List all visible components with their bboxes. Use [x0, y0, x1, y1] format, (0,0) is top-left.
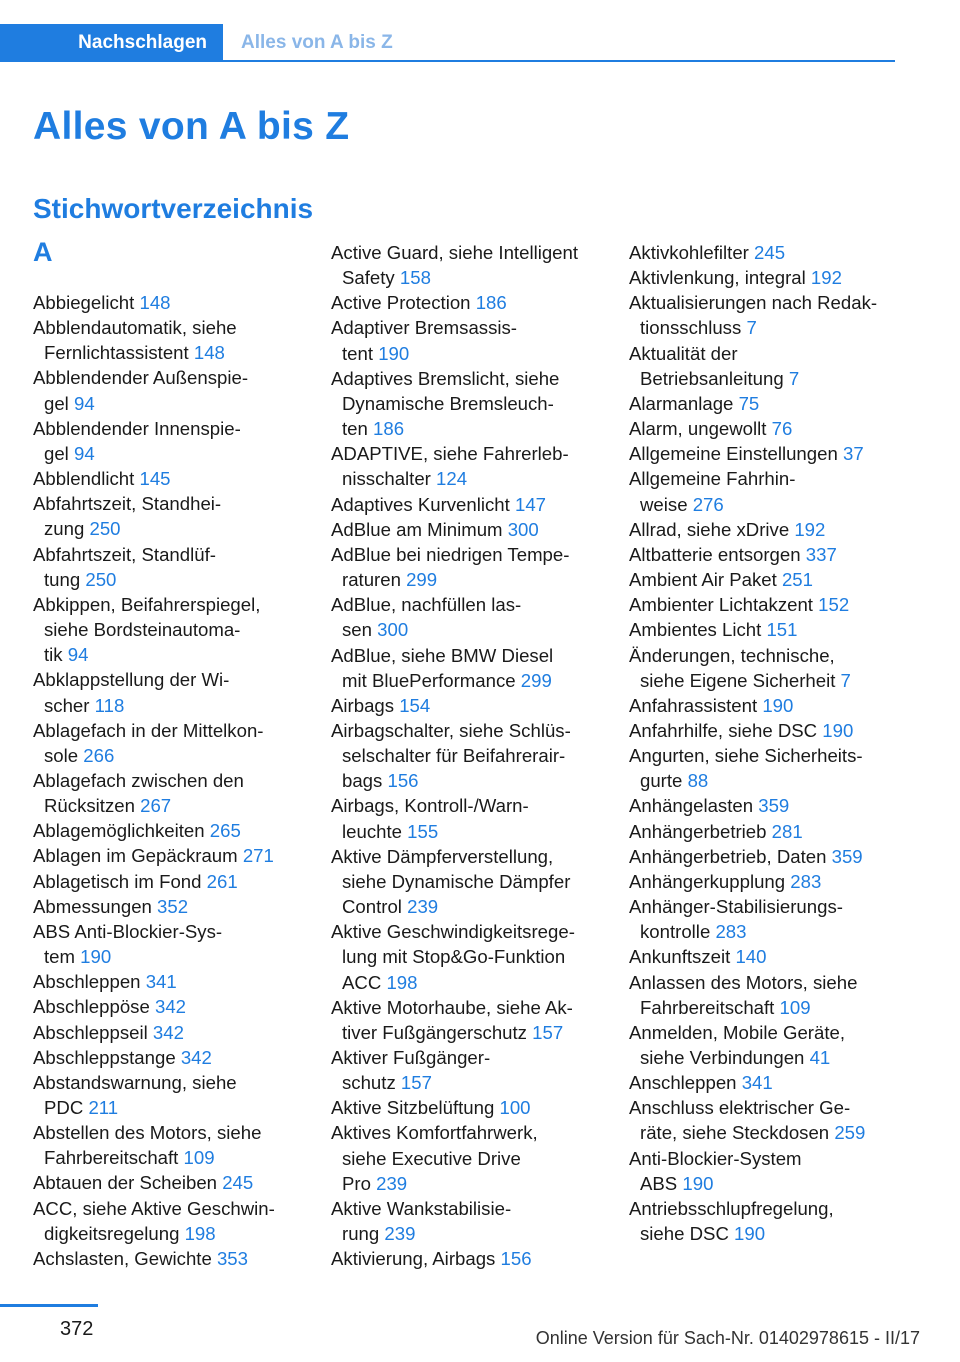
- page-reference-link[interactable]: 239: [407, 896, 439, 918]
- entry-text: Fahrbereitschaft: [640, 996, 775, 1018]
- section-title: Stichwortverzeichnis: [33, 193, 314, 224]
- index-entry: [629, 819, 897, 844]
- page-reference-link[interactable]: 359: [831, 845, 863, 867]
- entry-text: rung: [342, 1223, 380, 1245]
- index-entry: [331, 315, 599, 365]
- entry-text: räte, siehe Steckdosen: [640, 1122, 830, 1144]
- index-entry: [629, 793, 897, 818]
- index-entry: [331, 693, 599, 718]
- index-entry: [629, 1196, 897, 1246]
- entry-text: siehe DSC: [640, 1223, 729, 1245]
- entry-text: Adaptives Bremslicht, siehe: [331, 367, 560, 389]
- entry-text: Angurten, siehe Sicherheits‐: [629, 745, 863, 767]
- index-entry: [33, 894, 298, 919]
- entry-text: Allrad, siehe xDrive: [629, 518, 790, 540]
- entry-text: Abtauen der Scheiben: [33, 1172, 218, 1194]
- page-reference-link[interactable]: 140: [735, 946, 767, 968]
- entry-text: Abblendautomatik, siehe: [33, 317, 237, 339]
- entry-text: Abmessungen: [33, 895, 152, 917]
- index-entry: [629, 441, 897, 466]
- page-reference-link[interactable]: 190: [734, 1223, 766, 1245]
- page-reference-link[interactable]: 37: [842, 443, 864, 465]
- page-reference-link[interactable]: 88: [687, 770, 709, 792]
- entry-text: nisschalter: [342, 468, 431, 490]
- index-entry: [331, 441, 599, 491]
- entry-text: Anlassen des Motors, siehe: [629, 971, 858, 993]
- page-reference-link[interactable]: 7: [840, 669, 851, 691]
- entry-text: Abschleppseil: [33, 1021, 148, 1043]
- index-entry: [629, 617, 897, 642]
- index-entry: [33, 1045, 298, 1070]
- page-reference-link[interactable]: 148: [193, 342, 225, 364]
- index-entry: [331, 517, 599, 542]
- index-entry: [629, 466, 897, 516]
- entry-text: Aktualisierungen nach Redak‐: [629, 292, 878, 314]
- page-reference-link[interactable]: 94: [67, 644, 89, 666]
- index-entry: [629, 567, 897, 592]
- page-reference-link[interactable]: 299: [520, 669, 552, 691]
- tab-nachschlagen[interactable]: Nachschlagen: [0, 24, 223, 62]
- page-reference-link[interactable]: 299: [406, 569, 438, 591]
- page-reference-link[interactable]: 190: [682, 1172, 714, 1194]
- entry-text: Aktiver Fußgänger‐: [331, 1047, 491, 1068]
- index-entry: [629, 1146, 897, 1196]
- entry-text: Achslasten, Gewichte: [33, 1247, 212, 1269]
- index-entry: [629, 341, 897, 391]
- index-entry: [629, 869, 897, 894]
- entry-text: gel: [44, 442, 69, 464]
- index-entry: [331, 542, 599, 592]
- entry-text: Allgemeine Fahrhin‐: [629, 468, 796, 490]
- entry-text: Pro: [342, 1172, 371, 1194]
- index-entry: [331, 793, 599, 843]
- entry-text: ABS Anti-Blockier-Sys‐: [33, 920, 223, 942]
- page-reference-link[interactable]: 239: [376, 1172, 408, 1194]
- entry-text: Ablagen im Gepäckraum: [33, 845, 238, 867]
- page-reference-link[interactable]: 341: [145, 971, 177, 993]
- page-reference-link[interactable]: 109: [779, 996, 811, 1018]
- page-reference-link[interactable]: 156: [387, 770, 419, 792]
- entry-text: Active Guard, siehe Intelligent: [331, 242, 579, 263]
- page-reference-link[interactable]: 250: [85, 568, 117, 590]
- page-reference-link[interactable]: 198: [184, 1222, 216, 1244]
- entry-text: ABS: [640, 1172, 678, 1194]
- index-entry: [331, 844, 599, 919]
- index-entry: [33, 416, 298, 466]
- page-reference-link[interactable]: 94: [74, 442, 95, 464]
- page-reference-link[interactable]: 109: [183, 1147, 215, 1169]
- entry-text: Anschleppen: [629, 1072, 737, 1094]
- index-entry: [33, 1246, 298, 1271]
- index-entry: [331, 366, 599, 441]
- index-entry: [331, 1120, 599, 1195]
- index-entry: [33, 365, 298, 415]
- entry-text: Abfahrtszeit, Standlüf‐: [33, 543, 216, 565]
- page-reference-link[interactable]: 300: [377, 619, 409, 641]
- index-entry: [33, 718, 298, 768]
- entry-text: Fahrbereitschaft: [44, 1147, 179, 1169]
- page-reference-link[interactable]: 250: [89, 518, 121, 540]
- index-entry: [33, 768, 298, 818]
- entry-text: AdBlue, nachfüllen las‐: [331, 594, 522, 616]
- entry-text: Anschluss elektrischer Ge‐: [629, 1097, 851, 1119]
- entry-text: AdBlue am Minimum: [331, 518, 503, 540]
- entry-text: tik: [44, 644, 63, 666]
- entry-text: Ablagefach zwischen den: [33, 769, 244, 791]
- page-reference-link[interactable]: 147: [514, 493, 547, 515]
- entry-text: AdBlue, siehe BMW Diesel: [331, 644, 554, 666]
- index-entry: [629, 844, 897, 869]
- page-reference-link[interactable]: 259: [834, 1122, 866, 1144]
- index-entry: [331, 1246, 599, 1271]
- entry-text: Aktive Motorhaube, siehe Ak‐: [331, 996, 573, 1018]
- index-entry: [331, 240, 599, 290]
- index-entry: [629, 240, 897, 265]
- index-entry: [331, 492, 599, 517]
- entry-text: schutz: [342, 1072, 396, 1094]
- entry-text: Aktives Komfortfahrwerk,: [331, 1122, 538, 1144]
- index-entry: [33, 315, 298, 365]
- page-reference-link[interactable]: 41: [809, 1047, 831, 1068]
- index-column-3: [629, 240, 897, 1246]
- index-entry: [331, 1196, 599, 1246]
- entry-text: Anmelden, Mobile Geräte,: [629, 1021, 846, 1043]
- page-reference-link[interactable]: 245: [222, 1172, 254, 1194]
- page-reference-link[interactable]: 186: [373, 418, 405, 440]
- entry-text: Airbagschalter, siehe Schlüs‐: [331, 719, 571, 741]
- index-entry: [33, 290, 298, 315]
- entry-text: Abstellen des Motors, siehe: [33, 1122, 262, 1144]
- page-reference-link[interactable]: 192: [794, 518, 826, 540]
- index-entry: [331, 718, 599, 793]
- header-underline: [223, 60, 895, 62]
- page-reference-link[interactable]: 245: [754, 242, 786, 263]
- entry-text: ACC: [342, 971, 382, 993]
- index-entry: [33, 869, 298, 894]
- entry-text: Anfahrhilfe, siehe DSC: [629, 719, 818, 741]
- page-reference-link[interactable]: 266: [83, 744, 115, 766]
- entry-text: kontrolle: [640, 921, 711, 943]
- page-reference-link[interactable]: 283: [715, 921, 747, 943]
- index-entry: [331, 919, 599, 994]
- page-reference-link[interactable]: 353: [216, 1247, 248, 1269]
- entry-text: Ambienter Lichtakzent: [629, 594, 813, 616]
- entry-text: Rücksitzen: [44, 795, 135, 817]
- entry-text: tem: [44, 946, 75, 968]
- entry-text: Abblendender Innenspie‐: [33, 417, 241, 439]
- page-reference-link[interactable]: 276: [692, 493, 724, 515]
- entry-text: Control: [342, 896, 402, 918]
- entry-text: scher: [44, 694, 90, 716]
- entry-text: Ambient Air Paket: [629, 569, 777, 591]
- page-reference-link[interactable]: 281: [771, 820, 803, 842]
- page-reference-link[interactable]: 261: [206, 870, 238, 892]
- entry-text: siehe Executive Drive: [342, 1147, 521, 1169]
- entry-text: tionsschluss: [640, 317, 742, 339]
- index-entry: [629, 1020, 897, 1070]
- page-reference-link[interactable]: 76: [771, 418, 793, 440]
- page-reference-link[interactable]: 94: [74, 392, 95, 414]
- page-reference-link[interactable]: 265: [209, 820, 241, 842]
- entry-text: Antriebsschlupfregelung,: [629, 1197, 834, 1219]
- entry-text: Aktivlenkung, integral: [629, 267, 806, 289]
- index-entry: [629, 517, 897, 542]
- page-reference-link[interactable]: 151: [766, 619, 798, 641]
- entry-text: Betriebsanleitung: [640, 367, 784, 389]
- entry-text: leuchte: [342, 820, 402, 842]
- page-reference-link[interactable]: 118: [94, 694, 125, 716]
- entry-text: selschalter für Beifahrerair‐: [342, 745, 566, 767]
- index-entry: [629, 718, 897, 743]
- index-entry: [33, 466, 298, 491]
- page-title: Alles von A bis Z: [33, 105, 350, 148]
- index-entry: [33, 667, 298, 717]
- entry-text: tent: [342, 342, 374, 364]
- index-entry: [629, 391, 897, 416]
- page-reference-link[interactable]: 300: [507, 518, 539, 540]
- entry-text: Ankunftszeit: [629, 946, 731, 968]
- index-entry: [331, 1045, 599, 1095]
- entry-text: mit BluePerformance: [342, 669, 516, 691]
- index-entry: [629, 643, 897, 693]
- page-reference-link[interactable]: 283: [790, 870, 822, 892]
- index-entry: [331, 643, 599, 693]
- entry-text: siehe Eigene Sicherheit: [640, 669, 836, 691]
- entry-text: Ablagemöglichkeiten: [33, 820, 205, 842]
- page-reference-link[interactable]: 158: [399, 267, 431, 289]
- entry-text: Abkippen, Beifahrerspiegel,: [33, 593, 261, 615]
- index-entry: [629, 290, 897, 340]
- tab-alles-von-a-bis-z[interactable]: Alles von A bis Z: [241, 32, 393, 53]
- page-reference-link[interactable]: 75: [738, 392, 760, 414]
- entry-text: Aktivierung, Airbags: [331, 1248, 496, 1270]
- page-reference-link[interactable]: 154: [399, 694, 431, 716]
- entry-text: siehe Bordsteinautoma‐: [44, 619, 241, 641]
- entry-text: ADAPTIVE, siehe Fahrerleb‐: [331, 443, 569, 465]
- index-entry: [33, 969, 298, 994]
- index-entry: [629, 265, 897, 290]
- entry-text: ten: [342, 418, 368, 440]
- entry-text: Ablagetisch im Fond: [33, 870, 202, 892]
- page-reference-link[interactable]: 190: [762, 694, 794, 716]
- entry-text: ACC, siehe Aktive Geschwin‐: [33, 1197, 275, 1219]
- entry-text: Ambientes Licht: [629, 619, 762, 641]
- entry-text: raturen: [342, 569, 401, 591]
- index-entry: [33, 1020, 298, 1045]
- entry-text: Anhängelasten: [629, 795, 754, 817]
- index-column-2: [331, 240, 599, 1271]
- page-reference-link[interactable]: 148: [139, 292, 171, 313]
- page-reference-link[interactable]: 192: [810, 267, 842, 289]
- entry-text: Aktive Geschwindigkeitsrege‐: [331, 921, 575, 943]
- entry-text: gurte: [640, 770, 683, 792]
- entry-text: Aktualität der: [629, 342, 738, 364]
- index-entry: [33, 919, 298, 969]
- page-reference-link[interactable]: 100: [499, 1097, 531, 1119]
- letter-heading: A: [33, 237, 53, 267]
- entry-text: Abbiegelicht: [33, 292, 135, 313]
- index-entry: [331, 1095, 599, 1120]
- index-entry: [629, 542, 897, 567]
- page-reference-link[interactable]: 342: [152, 1021, 184, 1043]
- page-reference-link[interactable]: 341: [741, 1072, 773, 1094]
- page-reference-link[interactable]: 155: [407, 820, 439, 842]
- page-reference-link[interactable]: 359: [758, 795, 790, 817]
- entry-text: Alarmanlage: [629, 392, 734, 414]
- index-entry: [33, 818, 298, 843]
- page-reference-link[interactable]: 186: [475, 292, 507, 314]
- entry-text: Alarm, ungewollt: [629, 418, 767, 440]
- entry-text: bags: [342, 770, 383, 792]
- page-reference-link[interactable]: 156: [500, 1248, 532, 1270]
- entry-text: digkeitsregelung: [44, 1222, 180, 1244]
- entry-text: Anhänger-Stabilisierungs‐: [629, 896, 843, 918]
- entry-text: Airbags, Kontroll-/Warn‐: [331, 795, 529, 817]
- index-entry: [629, 970, 897, 1020]
- index-entry: [629, 894, 897, 944]
- page-reference-link[interactable]: 352: [157, 895, 189, 917]
- footer-divider: [0, 1304, 98, 1307]
- page-number: 372: [60, 1318, 94, 1340]
- index-entry: [33, 542, 298, 592]
- page-reference-link[interactable]: 124: [436, 468, 468, 490]
- page-reference-link[interactable]: 251: [781, 569, 813, 591]
- entry-text: Adaptives Kurvenlicht: [331, 493, 510, 515]
- entry-text: Airbags: [331, 694, 395, 716]
- entry-text: PDC: [44, 1097, 84, 1118]
- entry-text: Anfahrassistent: [629, 694, 758, 716]
- index-entry: [33, 843, 298, 868]
- index-entry: [331, 290, 599, 315]
- entry-text: AdBlue bei niedrigen Tempe‐: [331, 543, 570, 565]
- index-entry: [33, 592, 298, 667]
- entry-text: Abstandswarnung, siehe: [33, 1071, 237, 1093]
- index-entry: [33, 1196, 298, 1246]
- entry-text: Anhängerbetrieb, Daten: [629, 845, 827, 867]
- entry-text: Allgemeine Einstellungen: [629, 443, 838, 465]
- index-entry: [629, 1070, 897, 1095]
- entry-text: Fernlichtassistent: [44, 342, 189, 364]
- online-version-note: Online Version für Sach-Nr. 01402978615 - II/17: [535, 1328, 920, 1348]
- entry-text: Active Protection: [331, 292, 471, 314]
- index-entry: [629, 743, 897, 793]
- page-reference-link[interactable]: 239: [384, 1223, 416, 1245]
- entry-text: Abfahrtszeit, Standhei‐: [33, 493, 222, 515]
- entry-text: Abschleppen: [33, 971, 141, 993]
- page-reference-link[interactable]: 7: [788, 367, 800, 389]
- index-entry: [33, 1070, 298, 1120]
- index-column-1: [33, 290, 298, 1271]
- entry-text: siehe Dynamische Dämpfer: [342, 870, 571, 892]
- page-reference-link[interactable]: 342: [154, 996, 187, 1018]
- page-reference-link[interactable]: 157: [400, 1072, 432, 1094]
- page-reference-link[interactable]: 211: [88, 1097, 119, 1118]
- entry-text: lung mit Stop&Go-Funktion: [342, 946, 566, 968]
- entry-text: Änderungen, technische,: [629, 644, 835, 666]
- index-entry: [629, 693, 897, 718]
- entry-text: Aktive Dämpferverstellung,: [331, 845, 554, 867]
- entry-text: Abblendender Außenspie‐: [33, 367, 249, 389]
- index-entry: [33, 1170, 298, 1195]
- entry-text: Abschleppstange: [33, 1046, 176, 1068]
- page-reference-link[interactable]: 190: [822, 719, 854, 741]
- entry-text: Ablagefach in der Mittelkon‐: [33, 719, 264, 741]
- entry-text: gel: [44, 392, 69, 414]
- entry-text: Anhängerbetrieb: [629, 820, 767, 842]
- page-reference-link[interactable]: 342: [180, 1046, 212, 1068]
- entry-text: Aktive Sitzbelüftung: [331, 1097, 495, 1119]
- entry-text: Safety: [342, 267, 395, 289]
- page-reference-link[interactable]: 157: [532, 1021, 564, 1043]
- page-reference-link[interactable]: 190: [80, 946, 112, 968]
- page-reference-link[interactable]: 190: [378, 342, 410, 364]
- page-reference-link[interactable]: 145: [139, 468, 171, 490]
- index-entry: [331, 995, 599, 1045]
- page-reference-link[interactable]: 198: [386, 971, 418, 993]
- entry-text: Aktivkohlefilter: [629, 242, 749, 263]
- index-entry: [629, 1095, 897, 1145]
- entry-text: Adaptiver Bremsassis‐: [331, 317, 517, 339]
- entry-text: Altbatterie entsorgen: [629, 543, 801, 565]
- index-entry: [331, 592, 599, 642]
- entry-text: Dynamische Bremsleuch‐: [342, 392, 554, 414]
- index-entry: [629, 592, 897, 617]
- header-tabbar: [0, 24, 895, 62]
- page-reference-link[interactable]: 152: [818, 594, 850, 616]
- entry-text: sen: [342, 619, 372, 641]
- index-entry: [33, 994, 298, 1019]
- entry-text: weise: [640, 493, 688, 515]
- index-entry: [629, 416, 897, 441]
- entry-text: sole: [44, 744, 79, 766]
- entry-text: tung: [44, 568, 81, 590]
- entry-text: Anhängerkupplung: [629, 870, 786, 892]
- entry-text: Aktive Wankstabilisie‐: [331, 1197, 512, 1219]
- page-reference-link[interactable]: 271: [242, 845, 274, 867]
- page-reference-link[interactable]: 267: [140, 795, 172, 817]
- page-reference-link[interactable]: 337: [805, 543, 837, 565]
- entry-text: tiver Fußgängerschutz: [342, 1021, 527, 1043]
- entry-text: siehe Verbindungen: [640, 1047, 805, 1068]
- index-entry: [33, 491, 298, 541]
- entry-text: Abblendlicht: [33, 468, 135, 490]
- index-entry: [33, 1120, 298, 1170]
- entry-text: Abschleppöse: [33, 996, 150, 1018]
- entry-text: zung: [44, 518, 85, 540]
- entry-text: Anti-Blockier-System: [629, 1147, 802, 1169]
- index-entry: [629, 944, 897, 969]
- entry-text: Abklappstellung der Wi‐: [33, 669, 230, 691]
- page-reference-link[interactable]: 7: [746, 317, 757, 339]
